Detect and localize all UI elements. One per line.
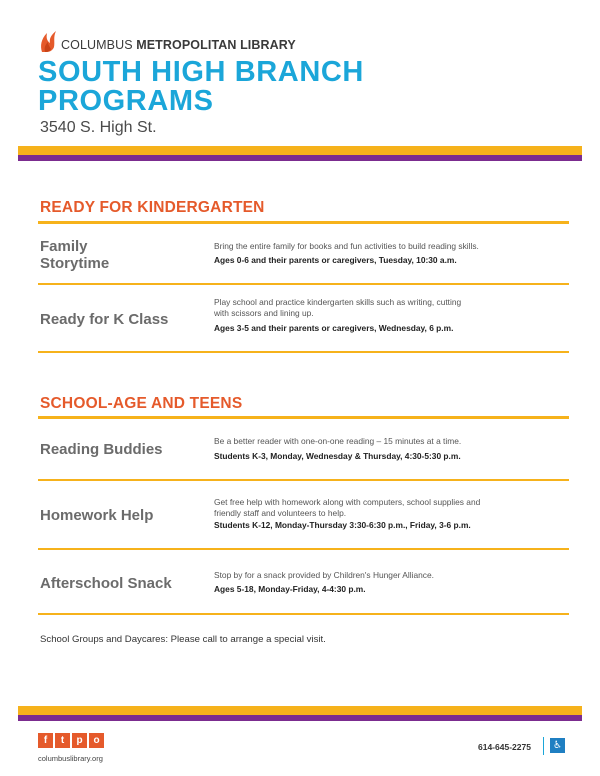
twitter-icon[interactable]: t [55, 733, 70, 748]
phone-number: 614-645-2275 [478, 742, 531, 752]
program-name-afterschool-snack: Afterschool Snack [40, 575, 172, 592]
program-name-homework-help: Homework Help [40, 507, 154, 524]
page-title-line-2: PROGRAMS [38, 85, 214, 117]
library-name-bold: METROPOLITAN LIBRARY [136, 38, 296, 53]
program-schedule: Students K-12, Monday-Thursday 3:30-6:30 p.m., Friday, 3-6 p.m. [214, 520, 471, 530]
program-name-ready-for-k-class: Ready for K Class [40, 311, 169, 328]
section-heading-ready-for-kindergarten: READY FOR KINDERGARTEN [40, 199, 265, 216]
footer-divider [543, 737, 544, 755]
instagram-icon[interactable]: o [89, 733, 104, 748]
program-name-reading-buddies: Reading Buddies [40, 441, 163, 458]
program-schedule: Students K-3, Monday, Wednesday & Thursday, 4:30-5:30 p.m. [214, 451, 461, 461]
program-description: Stop by for a snack provided by Children's Hunger Alliance. [214, 570, 434, 580]
section-rule [38, 416, 569, 419]
program-description: Bring the entire family for books and fun activities to build reading skills. [214, 241, 479, 251]
pinterest-icon[interactable]: p [72, 733, 87, 748]
flame-logo-icon [38, 29, 58, 53]
program-schedule: Ages 5-18, Monday-Friday, 4-4:30 p.m. [214, 584, 366, 594]
section-rule [38, 221, 569, 224]
program-divider [38, 351, 569, 353]
section-heading-school-age-and-teens: SCHOOL-AGE AND TEENS [40, 395, 243, 412]
top-color-band [18, 146, 582, 161]
program-description-line: friendly staff and volunteers to help. [214, 508, 347, 518]
library-logo [38, 28, 296, 54]
program-divider [38, 548, 569, 550]
program-description [214, 497, 544, 519]
program-schedule: Ages 3-5 and their parents or caregivers, Wednesday, 6 p.m. [214, 323, 454, 333]
website-link[interactable]: columbuslibrary.org [38, 754, 103, 763]
school-groups-note: School Groups and Daycares: Please call to arrange a special visit. [40, 634, 326, 645]
page-title-line-1: SOUTH HIGH BRANCH [38, 56, 364, 88]
program-description [214, 297, 544, 319]
page-title [38, 58, 364, 116]
social-icons [38, 733, 104, 748]
program-description-line: Play school and practice kindergarten skills such as writing, cutting [214, 297, 462, 307]
library-name-light: COLUMBUS [61, 38, 133, 53]
program-name-line: Family [40, 238, 88, 255]
program-description-line: Get free help with homework along with computers, school supplies and [214, 497, 481, 507]
library-name [61, 39, 296, 52]
program-schedule: Ages 0-6 and their parents or caregivers, Tuesday, 10:30 a.m. [214, 255, 457, 265]
program-divider [38, 613, 569, 615]
gold-stripe [18, 146, 582, 155]
purple-stripe [18, 155, 582, 161]
program-description: Be a better reader with one-on-one reading – 15 minutes at a time. [214, 436, 462, 446]
branch-address: 3540 S. High St. [40, 119, 157, 136]
program-name-line: Storytime [40, 255, 110, 272]
purple-stripe [18, 715, 582, 721]
program-divider [38, 283, 569, 285]
facebook-icon[interactable]: f [38, 733, 53, 748]
program-name-family-storytime [40, 238, 109, 272]
program-divider [38, 479, 569, 481]
bottom-color-band [18, 706, 582, 721]
program-description-line: with scissors and lining up. [214, 308, 314, 318]
gold-stripe [18, 706, 582, 715]
accessibility-icon: ♿ [550, 738, 565, 753]
